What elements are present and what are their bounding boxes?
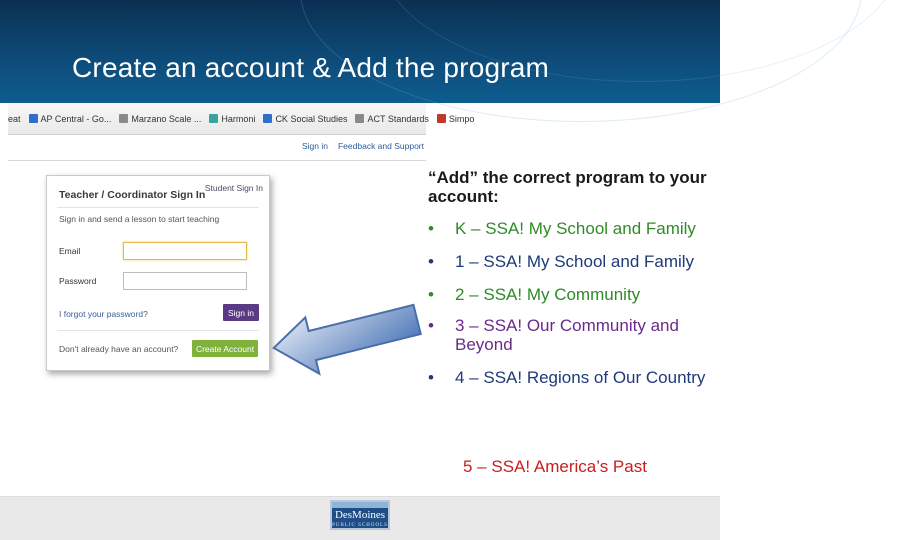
bookmark-item[interactable]: ACT Standards bbox=[355, 114, 428, 124]
signin-heading: Teacher / Coordinator Sign In bbox=[59, 189, 206, 201]
logo-band bbox=[332, 502, 388, 508]
bullet: • bbox=[428, 252, 434, 271]
email-label: Email bbox=[59, 246, 81, 256]
feedback-link[interactable]: Feedback and Support bbox=[337, 141, 424, 151]
divider bbox=[57, 330, 259, 331]
bookmark-item[interactable]: Harmoni bbox=[209, 114, 255, 124]
program-item-5: 5 – SSA! America’s Past bbox=[463, 457, 647, 476]
forgot-password-link[interactable]: I forgot your password? bbox=[59, 309, 148, 319]
browser-top-links bbox=[302, 141, 424, 151]
bookmark-item[interactable]: AP Central - Go... bbox=[29, 114, 112, 124]
password-field[interactable] bbox=[123, 272, 247, 290]
instructions-heading: “Add” the correct program to your account: bbox=[428, 168, 707, 206]
create-account-button[interactable]: Create Account bbox=[192, 340, 258, 357]
bookmark-item[interactable]: eat bbox=[8, 113, 21, 124]
bullet: • bbox=[428, 219, 434, 238]
slide-title: Create an account & Add the program bbox=[72, 52, 550, 83]
bullet: • bbox=[428, 368, 434, 387]
bookmark-item[interactable]: CK Social Studies bbox=[263, 114, 347, 124]
divider bbox=[57, 207, 259, 208]
program-item-1: • 1 – SSA! My School and Family bbox=[428, 252, 695, 271]
program-item-4: • 4 – SSA! Regions of Our Country bbox=[428, 368, 706, 387]
bullet: • bbox=[428, 285, 434, 304]
logo-text: DesMoines bbox=[334, 509, 386, 521]
bookmark-item[interactable]: Marzano Scale ... bbox=[119, 114, 201, 124]
logo-subtext: PUBLIC SCHOOLS bbox=[332, 523, 388, 528]
slide-header bbox=[0, 0, 720, 103]
signin-subtitle: Sign in and send a lesson to start teaching bbox=[59, 214, 220, 224]
student-signin-link[interactable]: Student Sign In bbox=[204, 183, 263, 193]
program-item-k: • K – SSA! My School and Family bbox=[428, 219, 696, 238]
page-icon bbox=[119, 114, 128, 123]
program-item-2: • 2 – SSA! My Community bbox=[428, 285, 641, 304]
signin-panel bbox=[46, 175, 270, 371]
page-icon bbox=[209, 114, 218, 123]
ap-icon bbox=[29, 114, 38, 123]
ck-icon bbox=[263, 114, 272, 123]
browser-screenshot bbox=[8, 103, 475, 161]
email-field[interactable] bbox=[123, 242, 247, 260]
bookmark-item[interactable]: Simpo bbox=[437, 114, 475, 124]
des-moines-logo bbox=[330, 500, 390, 530]
password-label: Password bbox=[59, 276, 97, 286]
act-icon bbox=[355, 114, 364, 123]
no-account-text: Don't already have an account? bbox=[59, 344, 179, 354]
bookmarks-bar bbox=[8, 103, 475, 135]
bullet: • bbox=[428, 316, 434, 335]
program-list bbox=[428, 219, 713, 401]
page-icon bbox=[437, 114, 446, 123]
pointer-arrow-icon bbox=[272, 300, 422, 380]
signin-button[interactable]: Sign in bbox=[223, 304, 259, 321]
program-item-3: • 3 – SSA! Our Community and Beyond bbox=[428, 316, 679, 354]
sign-in-link[interactable]: Sign in bbox=[301, 141, 328, 151]
